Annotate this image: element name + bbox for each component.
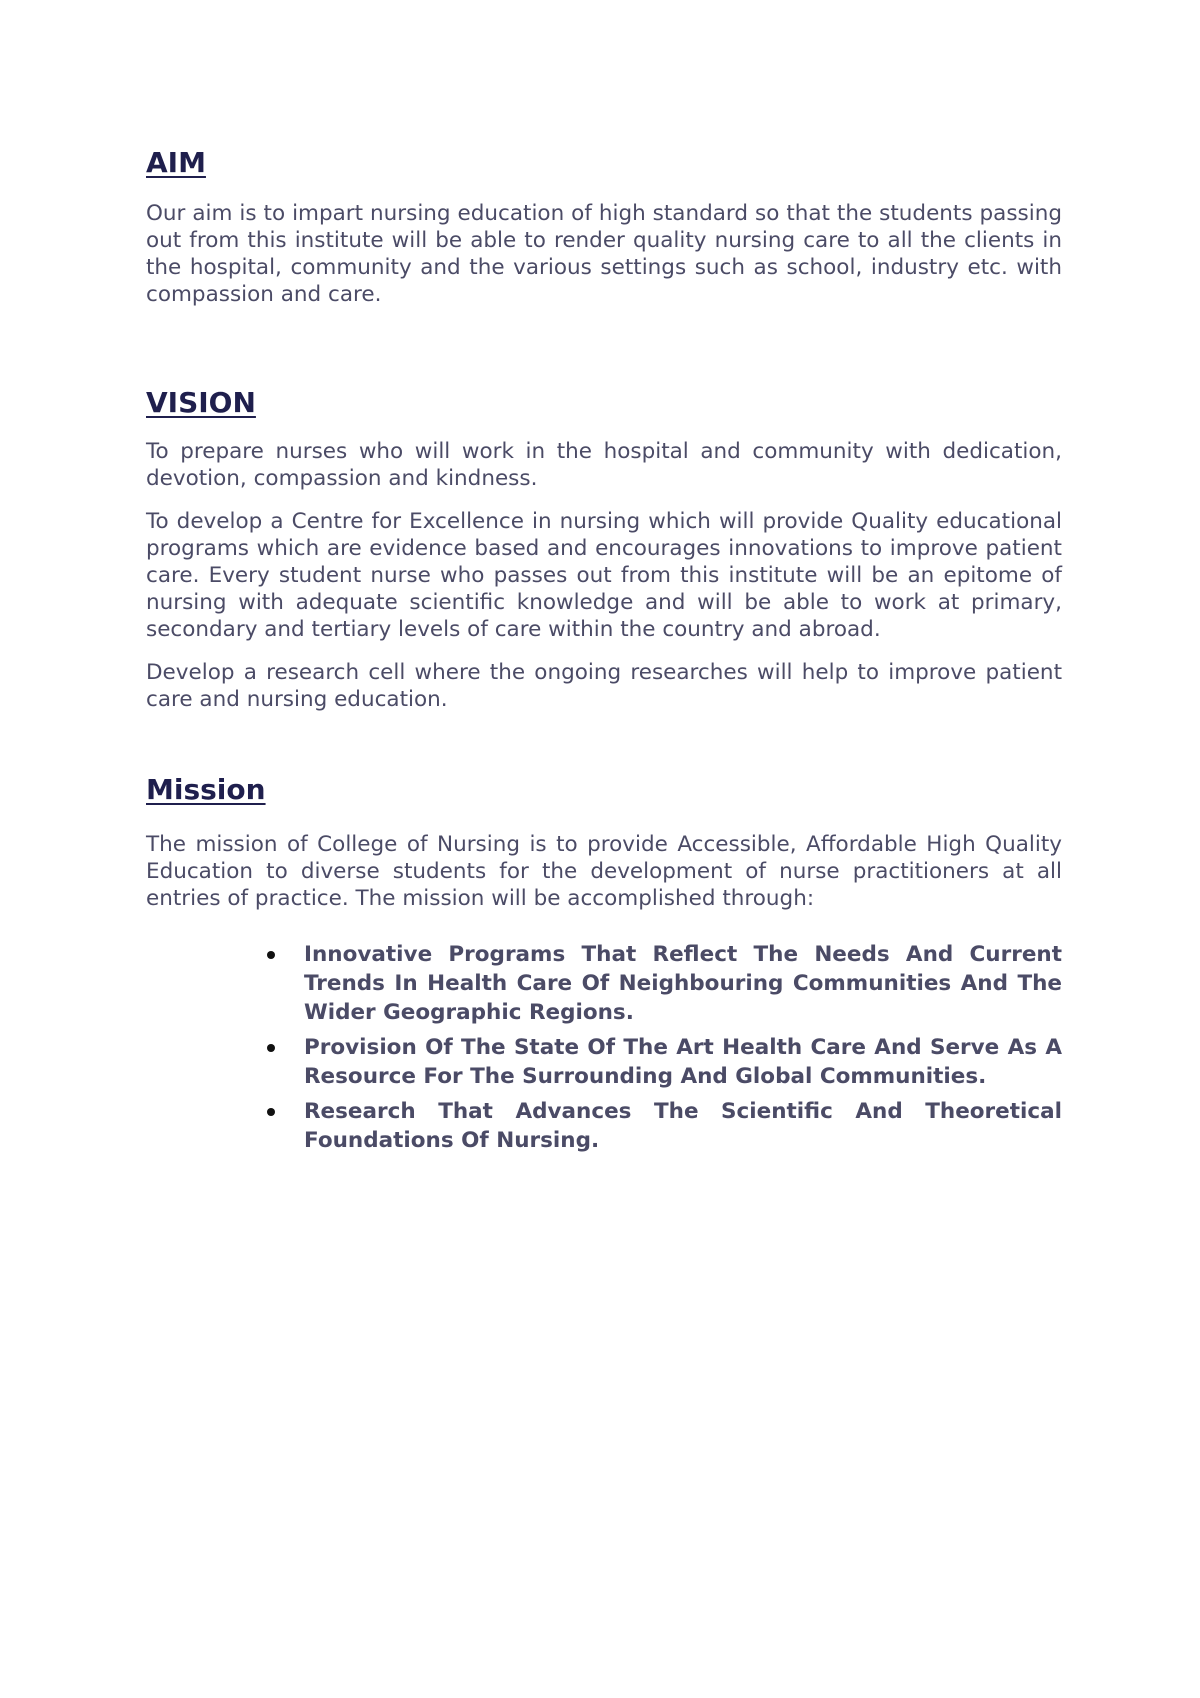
bullet-text: Research That Advances The Scientific And Theoretical Foundations Of Nursing. (304, 1099, 1062, 1153)
aim-heading: AIM (146, 146, 206, 179)
mission-paragraph: The mission of College of Nursing is to provide Accessible, Affordable High Quality Education to diverse students for the development of nurse practitioners at all entries of practice. The mission will be accomplished through: (146, 832, 1062, 911)
mission-heading: Mission (146, 773, 266, 806)
vision-paragraph-3: Develop a research cell where the ongoing researches will help to improve patient care and nursing education. (146, 660, 1062, 712)
aim-paragraph: Our aim is to impart nursing education of high standard so that the students passing out from this institute will be able to render quality nursing care to all the clients in the hospital, community and the various settings such as school, industry etc. with compassion and care. (146, 201, 1062, 307)
bullet-dot-icon (267, 951, 275, 959)
vision-heading: VISION (146, 386, 256, 419)
bullet-text: Innovative Programs That Reflect The Needs And Current Trends In Health Care Of Neighbouring Communities And The Wider Geographic Regions. (304, 942, 1062, 1025)
document-content (146, 140, 1062, 1161)
bullet-dot-icon (267, 1044, 275, 1052)
list-item (304, 1097, 1062, 1155)
bullet-text: Provision Of The State Of The Art Health Care And Serve As A Resource For The Surrounding And Global Communities. (304, 1035, 1062, 1089)
mission-bullet-list (146, 940, 1062, 1155)
list-item (304, 1033, 1062, 1091)
vision-paragraph-2: To develop a Centre for Excellence in nursing which will provide Quality educational programs which are evidence based and encourages innovations to improve patient care. Every student nurse who passes out from this institute will be an epitome of nursing with adequate scientific knowledge and will be able to work at primary, secondary and tertiary levels of care within the country and abroad. (146, 509, 1062, 642)
vision-paragraph-1: To prepare nurses who will work in the hospital and community with dedication, devotion, compassion and kindness. (146, 439, 1062, 491)
bullet-dot-icon (267, 1108, 275, 1116)
list-item (304, 940, 1062, 1027)
